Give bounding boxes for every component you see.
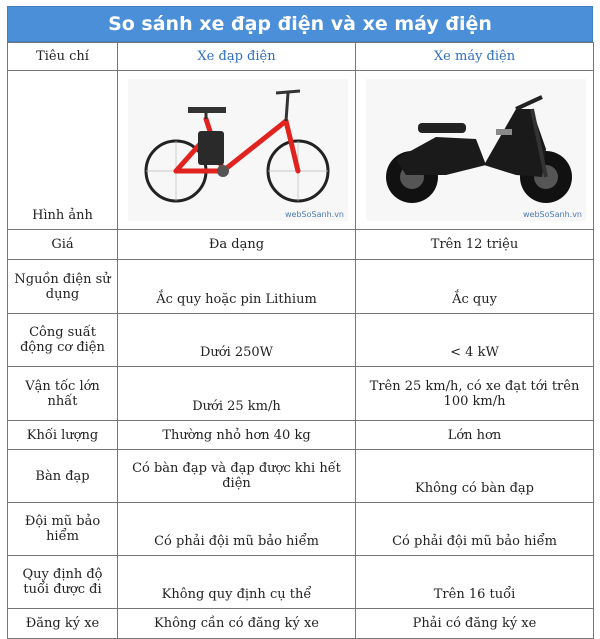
header-bike: Xe đạp điện [118,43,356,71]
header-moto: Xe máy điện [356,43,594,71]
table-header-row [8,43,594,71]
moto-value: Phải có đăng ký xe [356,609,594,639]
table-row [8,503,594,556]
image-row [8,71,594,230]
bike-value: Ắc quy hoặc pin Lithium [118,260,356,314]
bike-value: Đa dạng [118,230,356,260]
bike-value: Dưới 250W [118,314,356,367]
table-row [8,609,594,639]
table-row [8,450,594,503]
moto-value: Có phải đội mũ bảo hiểm [356,503,594,556]
row-label: Quy định độ tuổi được đi [8,556,118,609]
bike-value: Có bàn đạp và đạp được khi hết điện [118,450,356,503]
bike-image-watermark: webSoSanh.vn [285,210,344,219]
comparison-table [7,42,594,639]
bike-value: Thường nhỏ hơn 40 kg [118,421,356,450]
row-label: Đăng ký xe [8,609,118,639]
moto-value: Ắc quy [356,260,594,314]
header-criteria: Tiêu chí [8,43,118,71]
row-label: Vận tốc lớn nhất [8,367,118,421]
electric-bike-image [128,79,348,221]
row-label: Bàn đạp [8,450,118,503]
moto-image-cell [356,71,594,230]
table-row [8,314,594,367]
moto-image-watermark: webSoSanh.vn [523,210,582,219]
row-label: Khối lượng [8,421,118,450]
row-label: Công suất động cơ điện [8,314,118,367]
moto-value: Trên 16 tuổi [356,556,594,609]
table-row [8,367,594,421]
moto-value: Trên 25 km/h, có xe đạt tới trên 100 km/h [356,367,594,421]
table-row [8,421,594,450]
moto-value: Không có bàn đạp [356,450,594,503]
moto-value: Trên 12 triệu [356,230,594,260]
row-label: Nguồn điện sử dụng [8,260,118,314]
moto-value: Lớn hơn [356,421,594,450]
bike-value: Không quy định cụ thể [118,556,356,609]
table-row [8,260,594,314]
row-label: Giá [8,230,118,260]
table-row [8,230,594,260]
table-row [8,556,594,609]
bike-image-cell [118,71,356,230]
bike-value: Dưới 25 km/h [118,367,356,421]
electric-scooter-image [366,79,586,221]
page-title: So sánh xe đạp điện và xe máy điện [7,6,593,42]
image-row-label: Hình ảnh [8,71,118,230]
bike-value: Có phải đội mũ bảo hiểm [118,503,356,556]
bike-value: Không cần có đăng ký xe [118,609,356,639]
comparison-document [7,6,593,639]
moto-value: < 4 kW [356,314,594,367]
row-label: Đội mũ bảo hiểm [8,503,118,556]
